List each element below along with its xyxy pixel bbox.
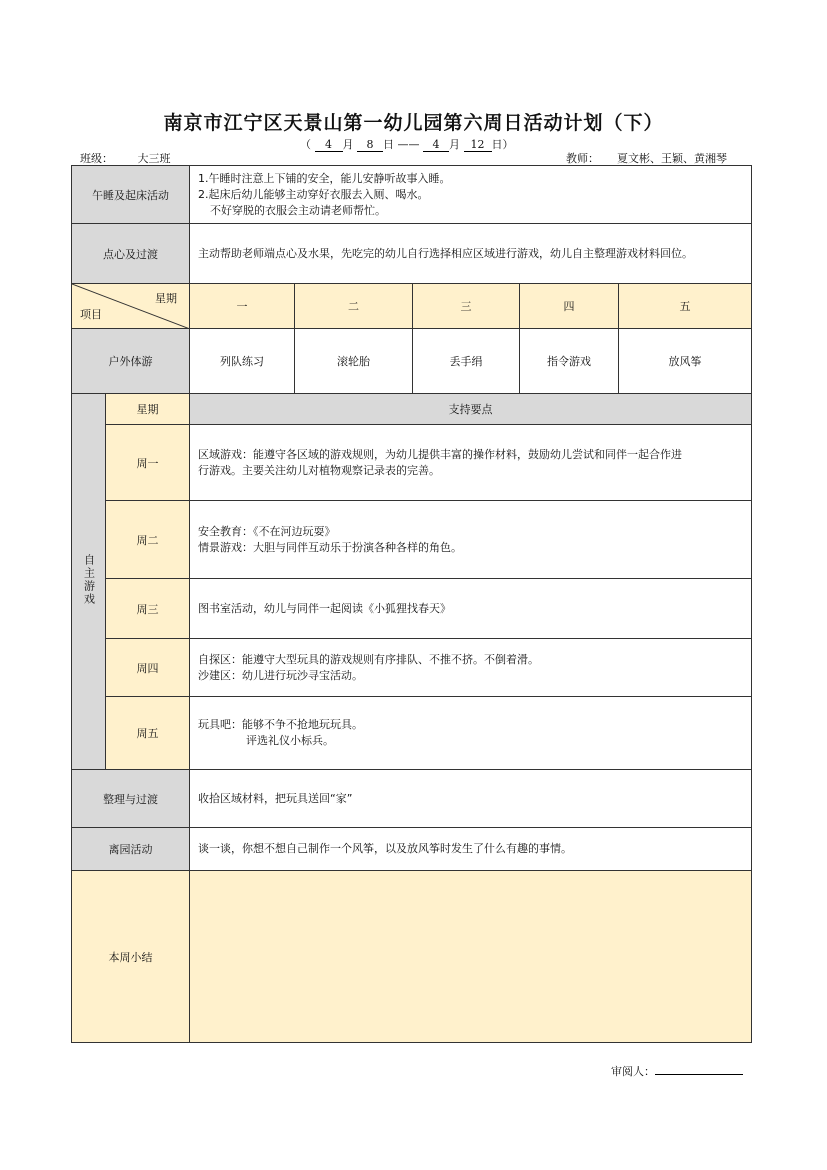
tidy-content: 收拾区域材料，把玩具送回“家”	[190, 770, 752, 828]
outdoor-tue: 滚轮胎	[295, 329, 413, 394]
day-char-1: 日	[383, 138, 394, 151]
free-play-content-fri	[190, 697, 752, 770]
summary-content	[190, 871, 752, 1043]
thu-line-2: 沙建区：幼儿进行玩沙寻宝活动。	[198, 668, 363, 682]
end-day: 12	[464, 139, 492, 152]
outdoor-thu: 指令游戏	[520, 329, 619, 394]
free-play-points-header: 支持要点	[190, 394, 752, 425]
activity-plan-table	[71, 165, 752, 1043]
wed-line-1: 图书室活动，幼儿与同伴一起阅读《小狐狸找春天》	[198, 601, 451, 615]
free-play-day-header: 星期	[106, 394, 190, 425]
month-char-1: 月	[342, 138, 354, 151]
nap-line-2: 2.起床后幼儿能够主动穿好衣服去入厕、喝水。	[198, 187, 429, 201]
outdoor-mon: 列队练习	[190, 329, 295, 394]
day-header-tue: 二	[295, 284, 413, 329]
mon-line-2: 行游戏。主要关注幼儿对植物观察记录表的完善。	[198, 463, 440, 477]
class-label: 班级：	[80, 152, 113, 165]
day-header-thu: 四	[520, 284, 619, 329]
date-close: 日）	[491, 138, 514, 151]
free-play-row-thu	[72, 639, 752, 697]
page-title: 南京市江宁区天景山第一幼儿园第六周日活动计划（下）	[163, 112, 664, 134]
free-play-day-mon: 周一	[106, 425, 190, 501]
snack-row	[72, 224, 752, 284]
month-char-2: 月	[449, 138, 460, 151]
free-play-content-mon	[190, 425, 752, 501]
nap-row	[72, 166, 752, 224]
reviewer-label: 审阅人：	[611, 1065, 655, 1078]
free-play-content-thu	[190, 639, 752, 697]
free-play-content-wed	[190, 579, 752, 639]
nap-label: 午睡及起床活动	[72, 166, 190, 224]
tidy-row	[72, 770, 752, 828]
snack-content: 主动帮助老师端点心及水果，先吃完的幼儿自行选择相应区域进行游戏，幼儿自主整理游戏材料回位。	[190, 224, 752, 284]
week-header-top: 星期	[155, 292, 177, 305]
free-play-row-wed	[72, 579, 752, 639]
teacher-label: 教师：	[566, 152, 599, 165]
free-play-day-wed: 周三	[106, 579, 190, 639]
week-header-row	[72, 284, 752, 329]
reviewer-info	[611, 1062, 743, 1079]
week-header-bottom: 项目	[80, 308, 102, 321]
outdoor-row	[72, 329, 752, 394]
free-play-day-fri: 周五	[106, 697, 190, 770]
day-header-wed: 三	[413, 284, 520, 329]
outdoor-label: 户外体游	[72, 329, 190, 394]
free-play-row-fri	[72, 697, 752, 770]
outdoor-wed: 丢手绢	[413, 329, 520, 394]
free-play-label-text: 自主游戏	[82, 554, 96, 606]
date-range	[300, 136, 514, 152]
summary-label: 本周小结	[72, 871, 190, 1043]
nap-line-3: 不好穿脱的衣服会主动请老师帮忙。	[210, 203, 386, 217]
free-play-day-tue: 周二	[106, 501, 190, 579]
day-header-mon: 一	[190, 284, 295, 329]
tidy-label: 整理与过渡	[72, 770, 190, 828]
free-play-day-thu: 周四	[106, 639, 190, 697]
free-play-label	[72, 394, 106, 770]
leave-content: 谈一谈，你想不想自己制作一个风筝，以及放风筝时发生了什么有趣的事情。	[190, 828, 752, 871]
week-project-header	[72, 284, 190, 329]
fri-line-2: 评选礼仪小标兵。	[246, 734, 334, 747]
start-month: 4	[315, 139, 343, 152]
tue-line-2: 情景游戏：大胆与同伴互动乐于扮演各种各样的角色。	[198, 540, 462, 554]
start-day: 8	[357, 139, 383, 152]
free-play-header-row	[72, 394, 752, 425]
end-month: 4	[423, 139, 449, 152]
free-play-row-mon	[72, 425, 752, 501]
date-open: （	[300, 138, 311, 151]
fri-line-1: 玩具吧：能够不争不抢地玩玩具。	[198, 718, 363, 731]
snack-label: 点心及过渡	[72, 224, 190, 284]
day-header-fri: 五	[619, 284, 752, 329]
outdoor-fri: 放风筝	[619, 329, 752, 394]
mon-line-1: 区域游戏：能遵守各区域的游戏规则，为幼儿提供丰富的操作材料，鼓励幼儿尝试和同伴一起合作进	[198, 447, 682, 461]
leave-label: 离园活动	[72, 828, 190, 871]
tue-line-1: 安全教育：《不在河边玩耍》	[198, 524, 336, 538]
teacher-value: 夏文彬、王颖、黄湘琴	[599, 153, 745, 166]
date-dash: ——	[397, 138, 420, 151]
summary-row	[72, 871, 752, 1043]
class-info	[80, 150, 195, 166]
nap-content	[190, 166, 752, 224]
thu-line-1: 自探区：能遵守大型玩具的游戏规则有序排队、不推不挤。不倒着滑。	[198, 652, 539, 666]
free-play-row-tue	[72, 501, 752, 579]
reviewer-field	[655, 1062, 743, 1075]
nap-line-1: 1.午睡时注意上下铺的安全，能儿安静听故事入睡。	[198, 171, 451, 185]
class-value: 大三班	[113, 153, 195, 166]
teacher-info	[566, 150, 745, 166]
free-play-content-tue	[190, 501, 752, 579]
leave-row	[72, 828, 752, 871]
